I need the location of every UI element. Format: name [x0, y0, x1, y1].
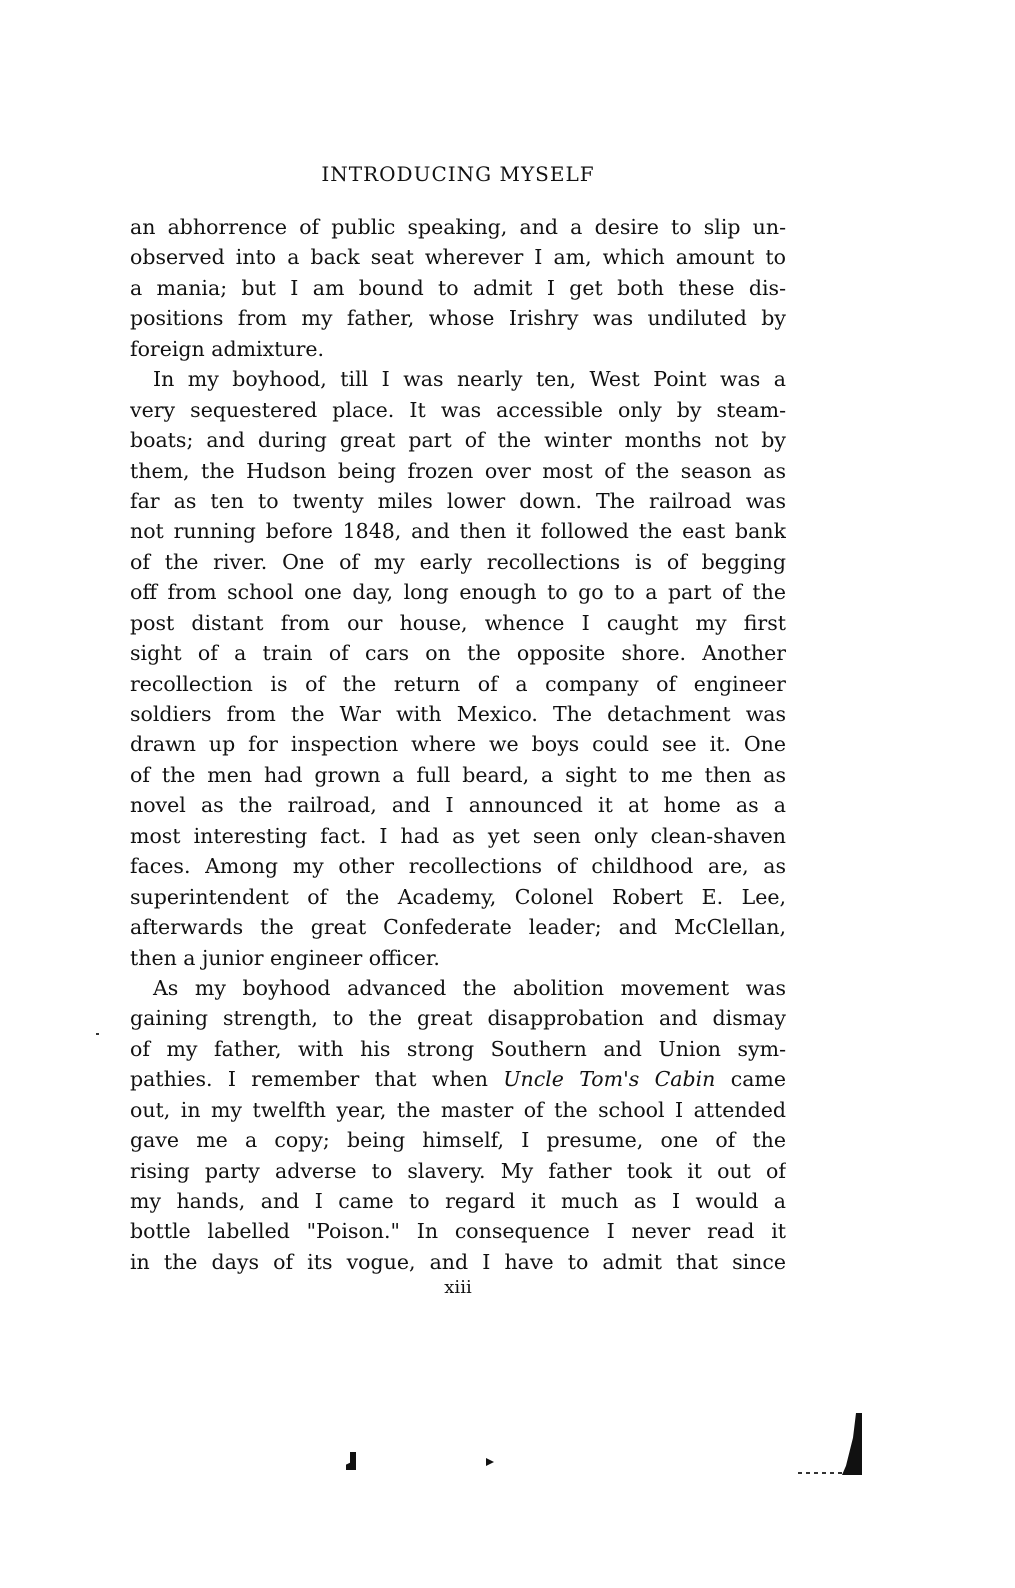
text-line: out, in my twelfth year, the master of the school I attended — [130, 1097, 786, 1122]
text-line: foreign admixture. — [130, 336, 325, 361]
text-line: post distant from our house, whence I caught my first — [130, 610, 786, 635]
text-line: positions from my father, whose Irishry was undiluted by — [130, 306, 786, 331]
text-line: afterwards the great Confederate leader; and McClellan, — [130, 915, 786, 940]
margin-mark — [96, 1033, 99, 1035]
text-line: sight of a train of cars on the opposite shore. Another — [130, 641, 786, 666]
text-line-start: pathies. I remember that when — [130, 1067, 488, 1092]
text-line: gaining strength, to the great disapprobation and dismay — [130, 1006, 786, 1031]
text-line: my hands, and I came to regard it much as I would a — [130, 1189, 786, 1213]
text-line: them, the Hudson being frozen over most of the season as — [130, 458, 786, 483]
body-text — [130, 212, 786, 1277]
text-line-with-title — [130, 1064, 786, 1094]
printer-mark-right — [842, 1413, 862, 1475]
text-line: rising party adverse to slavery. My father took it out of — [130, 1158, 786, 1183]
text-line: drawn up for inspection where we boys could see it. One — [130, 732, 786, 757]
text-line: soldiers from the War with Mexico. The detachment was — [130, 702, 786, 726]
text-line: most interesting fact. I had as yet seen only clean-shaven — [130, 823, 786, 848]
text-line: As my boyhood advanced the abolition movement was — [153, 975, 786, 1000]
text-line: observed into a back seat wherever I am, which amount to — [130, 245, 786, 270]
text-line: bottle labelled "Poison." In consequence I never read it — [130, 1219, 786, 1244]
printer-mark-dash — [798, 1472, 842, 1474]
text-line: boats; and during great part of the winter months not by — [130, 428, 786, 453]
book-title: Uncle Tom's Cabin — [503, 1067, 716, 1092]
page-number: xiii — [444, 1277, 472, 1298]
text-line: novel as the railroad, and I announced it at home as a — [130, 793, 786, 818]
text-line: of the river. One of my early recollections is of begging — [130, 549, 786, 574]
text-line: In my boyhood, till I was nearly ten, West Point was a — [153, 367, 786, 392]
printer-mark-center — [486, 1458, 494, 1466]
text-line-end: came — [730, 1067, 786, 1092]
text-line: of my father, with his strong Southern and Union sym- — [130, 1036, 786, 1061]
text-line: faces. Among my other recollections of childhood are, as — [130, 854, 786, 879]
text-line: of the men had grown a full beard, a sight to me then as — [130, 762, 786, 787]
text-line: very sequestered place. It was accessible only by steam- — [130, 397, 786, 422]
text-line: not running before 1848, and then it followed the east bank — [130, 519, 786, 544]
text-line: in the days of its vogue, and I have to admit that since — [130, 1249, 786, 1274]
text-line: then a junior engineer officer. — [130, 945, 440, 970]
text-line: an abhorrence of public speaking, and a desire to slip un- — [130, 215, 786, 239]
printer-mark-left — [346, 1452, 356, 1470]
text-line: superintendent of the Academy, Colonel Robert E. Lee, — [130, 884, 786, 909]
text-line: gave me a copy; being himself, I presume, one of the — [130, 1128, 786, 1153]
text-line: a mania; but I am bound to admit I get both these dis- — [130, 275, 786, 300]
text-line: far as ten to twenty miles lower down. The railroad was — [130, 488, 786, 513]
text-line: off from school one day, long enough to go to a part of the — [130, 580, 786, 605]
text-line: recollection is of the return of a company of engineer — [130, 671, 786, 696]
running-head: INTRODUCING MYSELF — [321, 162, 595, 186]
